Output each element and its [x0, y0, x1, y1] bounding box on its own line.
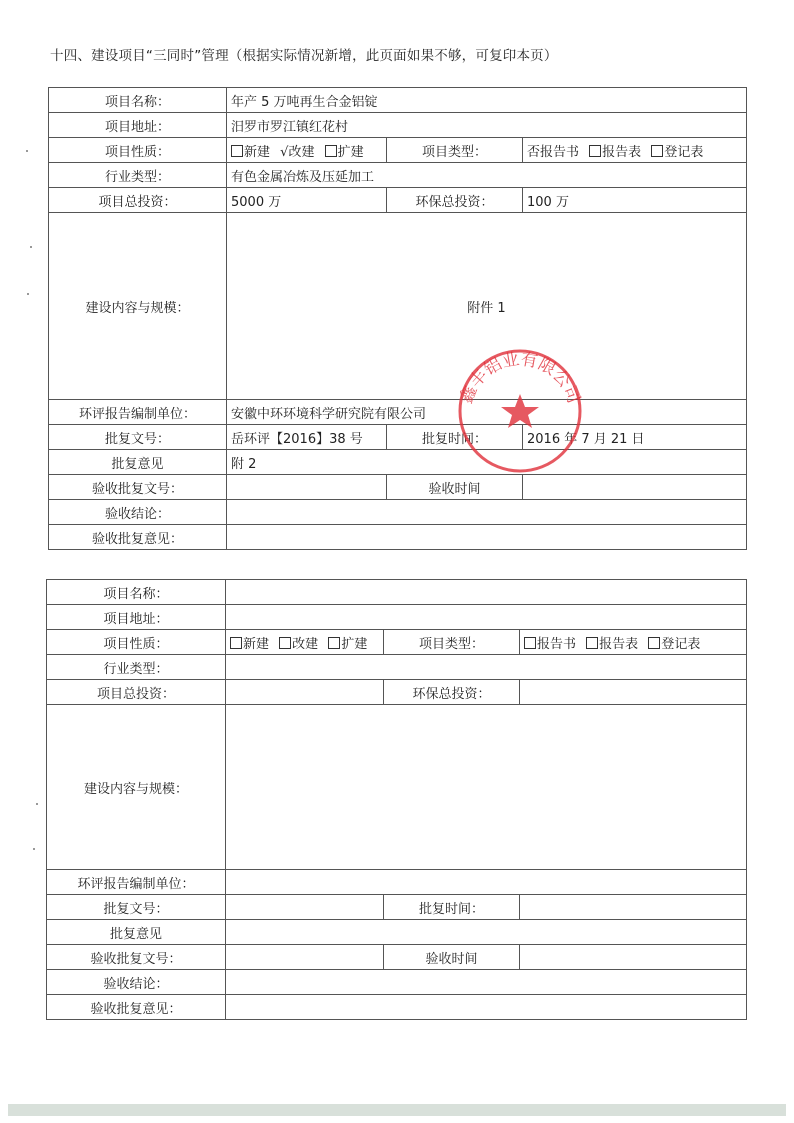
row-eia-unit	[49, 400, 747, 425]
label-project-address: 项目地址：	[47, 605, 226, 630]
checkbox-report-form[interactable]: 报告表	[586, 637, 638, 652]
type-options	[520, 630, 747, 655]
record-table-2	[46, 579, 747, 1020]
value-total-investment: 5000 万	[227, 188, 387, 213]
row-content-scale	[47, 705, 747, 870]
value-approval-time-empty[interactable]	[520, 895, 747, 920]
value-approval-time: 2016 年 7 月 21 日	[523, 425, 747, 450]
row-content-scale	[49, 213, 747, 400]
value-acceptance-opinion-empty[interactable]	[226, 995, 747, 1020]
value-industry-type: 有色金属冶炼及压延加工	[227, 163, 747, 188]
checkbox-new[interactable]: 新建	[230, 637, 269, 652]
row-approval	[47, 895, 747, 920]
svg-text:鑫丰铝业有限公司: 鑫丰铝业有限公司	[456, 349, 584, 407]
value-approval-no: 岳环评【2016】38 号	[227, 425, 387, 450]
row-eia-unit	[47, 870, 747, 895]
row-investment	[49, 188, 747, 213]
value-acceptance-no	[227, 475, 387, 500]
checkbox-icon	[651, 145, 663, 157]
label-project-nature: 项目性质：	[49, 138, 227, 163]
label-approval-time: 批复时间：	[387, 425, 523, 450]
scan-speck	[33, 848, 35, 850]
row-approval-opinion	[49, 450, 747, 475]
checkbox-report-form[interactable]: 报告表	[589, 145, 641, 160]
label-approval-opinion: 批复意见	[47, 920, 226, 945]
checkbox-register-form[interactable]: 登记表	[648, 637, 700, 652]
label-approval-time: 批复时间：	[384, 895, 520, 920]
label-acceptance-no: 验收批复文号：	[49, 475, 227, 500]
checkbox-icon	[589, 145, 601, 157]
label-env-investment: 环保总投资：	[387, 188, 523, 213]
label-eia-unit: 环评报告编制单位：	[49, 400, 227, 425]
row-project-name	[47, 580, 747, 605]
checkbox-report-book[interactable]: 报告书	[524, 637, 576, 652]
label-industry-type: 行业类型：	[49, 163, 227, 188]
label-project-name: 项目名称：	[47, 580, 226, 605]
checkbox-register-form[interactable]: 登记表	[651, 145, 703, 160]
value-project-address: 汨罗市罗江镇红花村	[227, 113, 747, 138]
no-mark: 否	[527, 144, 541, 160]
row-project-name	[49, 88, 747, 113]
label-content-scale: 建设内容与规模：	[49, 213, 227, 400]
row-acceptance	[49, 475, 747, 500]
row-acceptance	[47, 945, 747, 970]
value-env-investment-empty[interactable]	[520, 680, 747, 705]
value-acceptance-time	[523, 475, 747, 500]
value-acceptance-conclusion-empty[interactable]	[226, 970, 747, 995]
label-eia-unit: 环评报告编制单位：	[47, 870, 226, 895]
label-acceptance-conclusion: 验收结论：	[49, 500, 227, 525]
label-project-type: 项目类型：	[387, 138, 523, 163]
scan-speck	[36, 803, 38, 805]
label-acceptance-time: 验收时间	[387, 475, 523, 500]
value-approval-no-empty[interactable]	[226, 895, 384, 920]
checkbox-icon	[586, 637, 598, 649]
label-approval-no: 批复文号：	[49, 425, 227, 450]
record-table-1	[48, 87, 747, 550]
value-total-investment-empty[interactable]	[226, 680, 384, 705]
checkbox-icon	[648, 637, 660, 649]
value-acceptance-conclusion	[227, 500, 747, 525]
checkbox-new[interactable]: 新建	[231, 145, 270, 160]
nature-options	[226, 630, 384, 655]
value-acceptance-time-empty[interactable]	[520, 945, 747, 970]
value-acceptance-no-empty[interactable]	[226, 945, 384, 970]
row-acceptance-conclusion	[47, 970, 747, 995]
value-project-address-empty[interactable]	[226, 605, 747, 630]
checkbox-expand[interactable]: 扩建	[328, 637, 367, 652]
row-acceptance-conclusion	[49, 500, 747, 525]
label-approval-opinion: 批复意见	[49, 450, 227, 475]
value-eia-unit: 安徽中环环境科学研究院有限公司	[227, 400, 747, 425]
label-project-name: 项目名称：	[49, 88, 227, 113]
row-project-address	[49, 113, 747, 138]
checkbox-report-book-no[interactable]: 否报告书	[527, 144, 580, 160]
label-approval-no: 批复文号：	[47, 895, 226, 920]
value-eia-unit-empty[interactable]	[226, 870, 747, 895]
company-seal	[455, 346, 585, 476]
label-acceptance-conclusion: 验收结论：	[47, 970, 226, 995]
value-acceptance-opinion	[227, 525, 747, 550]
value-content-scale: 附件 1	[227, 213, 747, 400]
value-env-investment: 100 万	[523, 188, 747, 213]
section-heading: 十四、建设项目“三同时”管理（根据实际情况新增，此页面如果不够，可复印本页）	[50, 48, 558, 64]
row-project-nature	[49, 138, 747, 163]
value-approval-opinion-empty[interactable]	[226, 920, 747, 945]
value-approval-opinion: 附 2	[227, 450, 747, 475]
row-acceptance-opinion	[47, 995, 747, 1020]
value-project-name-empty[interactable]	[226, 580, 747, 605]
checkbox-rebuild[interactable]: 改建	[279, 637, 318, 652]
type-options	[523, 138, 747, 163]
label-acceptance-opinion: 验收批复意见：	[47, 995, 226, 1020]
value-content-scale-empty[interactable]	[226, 705, 747, 870]
row-approval	[49, 425, 747, 450]
scan-speck	[30, 246, 32, 248]
row-acceptance-opinion	[49, 525, 747, 550]
label-content-scale: 建设内容与规模：	[47, 705, 226, 870]
row-project-nature	[47, 630, 747, 655]
checkbox-icon	[230, 637, 242, 649]
checkbox-rebuild-checked[interactable]: √改建	[280, 144, 315, 160]
label-project-address: 项目地址：	[49, 113, 227, 138]
label-project-nature: 项目性质：	[47, 630, 226, 655]
checkbox-icon	[524, 637, 536, 649]
scan-speck	[27, 293, 29, 295]
value-industry-type-empty[interactable]	[226, 655, 747, 680]
value-project-name: 年产 5 万吨再生合金铝锭	[227, 88, 747, 113]
checkmark: √	[280, 144, 289, 160]
checkbox-icon	[325, 145, 337, 157]
label-acceptance-time: 验收时间	[384, 945, 520, 970]
label-acceptance-no: 验收批复文号：	[47, 945, 226, 970]
label-total-investment: 项目总投资：	[49, 188, 227, 213]
label-total-investment: 项目总投资：	[47, 680, 226, 705]
scan-footer-bar	[8, 1104, 786, 1116]
row-investment	[47, 680, 747, 705]
checkbox-expand[interactable]: 扩建	[325, 145, 364, 160]
checkbox-icon	[328, 637, 340, 649]
label-project-type: 项目类型：	[384, 630, 520, 655]
scan-speck	[26, 150, 28, 152]
label-acceptance-opinion: 验收批复意见：	[49, 525, 227, 550]
row-approval-opinion	[47, 920, 747, 945]
label-industry-type: 行业类型：	[47, 655, 226, 680]
checkbox-icon	[231, 145, 243, 157]
nature-options	[227, 138, 387, 163]
row-industry-type	[49, 163, 747, 188]
row-industry-type	[47, 655, 747, 680]
label-env-investment: 环保总投资：	[384, 680, 520, 705]
row-project-address	[47, 605, 747, 630]
checkbox-icon	[279, 637, 291, 649]
